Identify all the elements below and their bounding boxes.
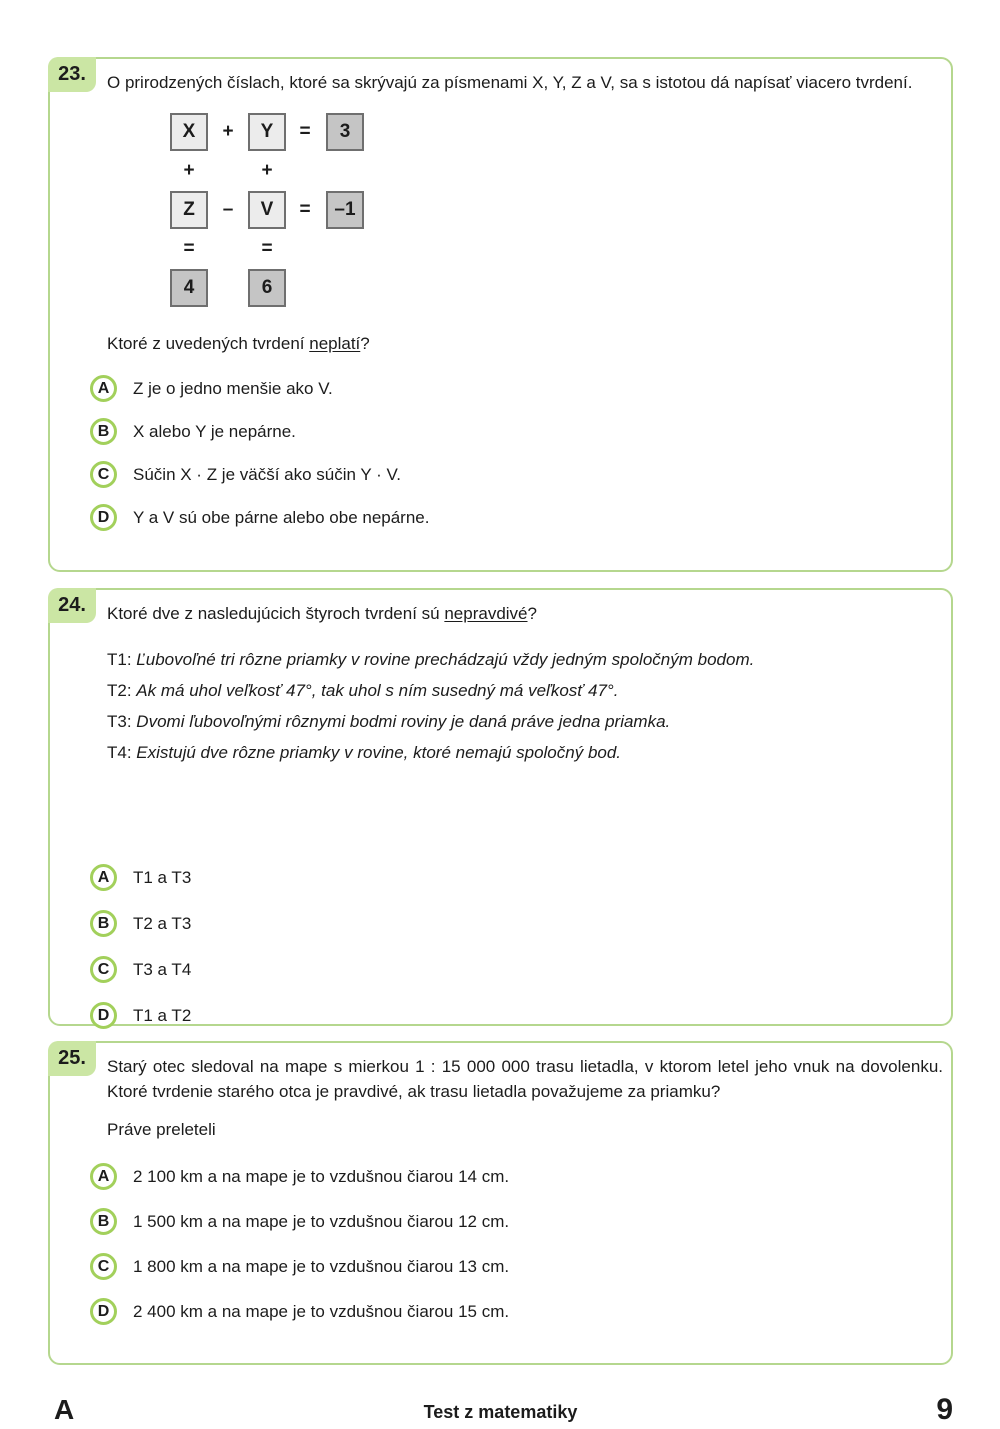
option-a	[90, 375, 935, 402]
option-c	[90, 461, 935, 488]
prompt-underlined-word: nepravdivé	[444, 604, 528, 623]
page-footer	[48, 1383, 953, 1427]
option-letter-circle: A	[90, 864, 117, 891]
option-letter-circle: C	[90, 461, 117, 488]
question-number: 23.	[58, 63, 86, 85]
statement-t2	[107, 675, 935, 706]
option-c	[90, 956, 935, 983]
equals-operator: =	[299, 121, 311, 142]
plus-operator: +	[222, 121, 234, 142]
equals-operator: =	[183, 238, 195, 259]
statement-text: Ľubovoľné tri rôzne priamky v rovine prechádzajú vždy jedným spoločným bodom.	[136, 650, 755, 669]
question-25-number-badge	[48, 1041, 96, 1076]
option-d	[90, 1002, 935, 1029]
option-letter-circle: C	[90, 956, 117, 983]
option-text: 2 400 km a na mape je to vzdušnou čiarou 15 cm.	[133, 1302, 510, 1321]
page-number: 9	[936, 1393, 953, 1426]
question-25-box	[48, 1041, 953, 1365]
option-a	[90, 1163, 935, 1190]
statement-text: Dvomi ľubovoľnými rôznymi bodmi roviny je daná práve jedna priamka.	[136, 712, 671, 731]
option-text: Súčin X · Z je väčší ako súčin Y · V.	[133, 465, 402, 484]
question-23-box	[48, 57, 953, 572]
prompt-text: Ktoré dve z nasledujúcich štyroch tvrdení sú	[107, 604, 445, 623]
option-d	[90, 1298, 935, 1325]
option-letter-circle: B	[90, 418, 117, 445]
diagram-cell-v: V	[248, 191, 286, 229]
option-text: T1 a T3	[133, 868, 192, 887]
option-a	[90, 864, 935, 891]
question-24-options	[97, 864, 935, 1029]
option-text: 1 800 km a na mape je to vzdušnou čiarou 13 cm.	[133, 1257, 510, 1276]
option-c	[90, 1253, 935, 1280]
minus-operator: –	[222, 199, 234, 220]
option-text: X alebo Y je nepárne.	[133, 422, 296, 441]
option-letter-circle: D	[90, 1002, 117, 1029]
option-text: 2 100 km a na mape je to vzdušnou čiarou 14 cm.	[133, 1167, 510, 1186]
question-23-options	[97, 375, 935, 531]
option-text: T3 a T4	[133, 960, 192, 979]
prompt-text: ?	[360, 334, 370, 353]
question-23-number-badge	[48, 57, 96, 92]
statement-text: Ak má uhol veľkosť 47°, tak uhol s ním susedný má veľkosť 47°.	[136, 681, 619, 700]
question-24-number-badge	[48, 588, 96, 623]
diagram-cell-neg1: –1	[326, 191, 364, 229]
question-number: 25.	[58, 1047, 86, 1069]
option-text: Z je o jedno menšie ako V.	[133, 379, 333, 398]
prompt-text: Ktoré z uvedených tvrdení	[107, 334, 310, 353]
diagram-cell-4: 4	[170, 269, 208, 307]
statement-label: T2:	[107, 681, 132, 700]
diagram-cell-x: X	[170, 113, 208, 151]
diagram-cell-6: 6	[248, 269, 286, 307]
option-letter-circle: B	[90, 910, 117, 937]
question-23-prompt	[107, 331, 935, 356]
option-b	[90, 910, 935, 937]
test-title: Test z matematiky	[423, 1402, 578, 1422]
option-letter-circle: A	[90, 375, 117, 402]
question-24-box	[48, 588, 953, 1026]
statement-t3	[107, 706, 935, 737]
statement-label: T1:	[107, 650, 132, 669]
option-text: Y a V sú obe párne alebo obe nepárne.	[133, 508, 430, 527]
question-25-options	[97, 1163, 935, 1325]
option-letter-circle: C	[90, 1253, 117, 1280]
option-text: 1 500 km a na mape je to vzdušnou čiarou 12 cm.	[133, 1212, 510, 1231]
question-25-subline: Práve preleteli	[107, 1120, 216, 1139]
option-letter-circle: D	[90, 504, 117, 531]
option-text: T1 a T2	[133, 1006, 192, 1025]
option-b	[90, 1208, 935, 1235]
statement-label: T3:	[107, 712, 132, 731]
diagram-cell-y: Y	[248, 113, 286, 151]
option-text: T2 a T3	[133, 914, 192, 933]
option-d	[90, 504, 935, 531]
question-number: 24.	[58, 594, 86, 616]
diagram-cell-3: 3	[326, 113, 364, 151]
prompt-text: ?	[527, 604, 537, 623]
prompt-underlined-word: neplatí	[309, 334, 361, 353]
plus-operator: +	[183, 160, 195, 181]
statement-text: Existujú dve rôzne priamky v rovine, ktoré nemajú spoločný bod.	[136, 743, 622, 762]
statement-t1	[107, 644, 935, 675]
number-grid-diagram	[169, 112, 935, 308]
question-24-prompt	[107, 601, 935, 626]
test-variant-label: A	[54, 1394, 75, 1425]
option-b	[90, 418, 935, 445]
statement-label: T4:	[107, 743, 132, 762]
statement-t4	[107, 737, 935, 768]
option-letter-circle: B	[90, 1208, 117, 1235]
plus-operator: +	[261, 160, 273, 181]
question-23-intro: O prirodzených číslach, ktoré sa skrývajú za písmenami X, Y, Z a V, sa s istotou dá napísať viacero tvrdení.	[107, 73, 913, 92]
question-25-intro: Starý otec sledoval na mape s mierkou 1 : 15 000 000 trasu lietadla, v ktorom letel jeho vnuk na dovolenku. Ktoré tvrdenie starého otca je pravdivé, ak trasu lietadla považujeme za priamku?	[107, 1057, 943, 1101]
equals-operator: =	[261, 238, 273, 259]
option-letter-circle: A	[90, 1163, 117, 1190]
option-letter-circle: D	[90, 1298, 117, 1325]
equals-operator: =	[299, 199, 311, 220]
statement-list	[107, 644, 935, 768]
diagram-cell-z: Z	[170, 191, 208, 229]
